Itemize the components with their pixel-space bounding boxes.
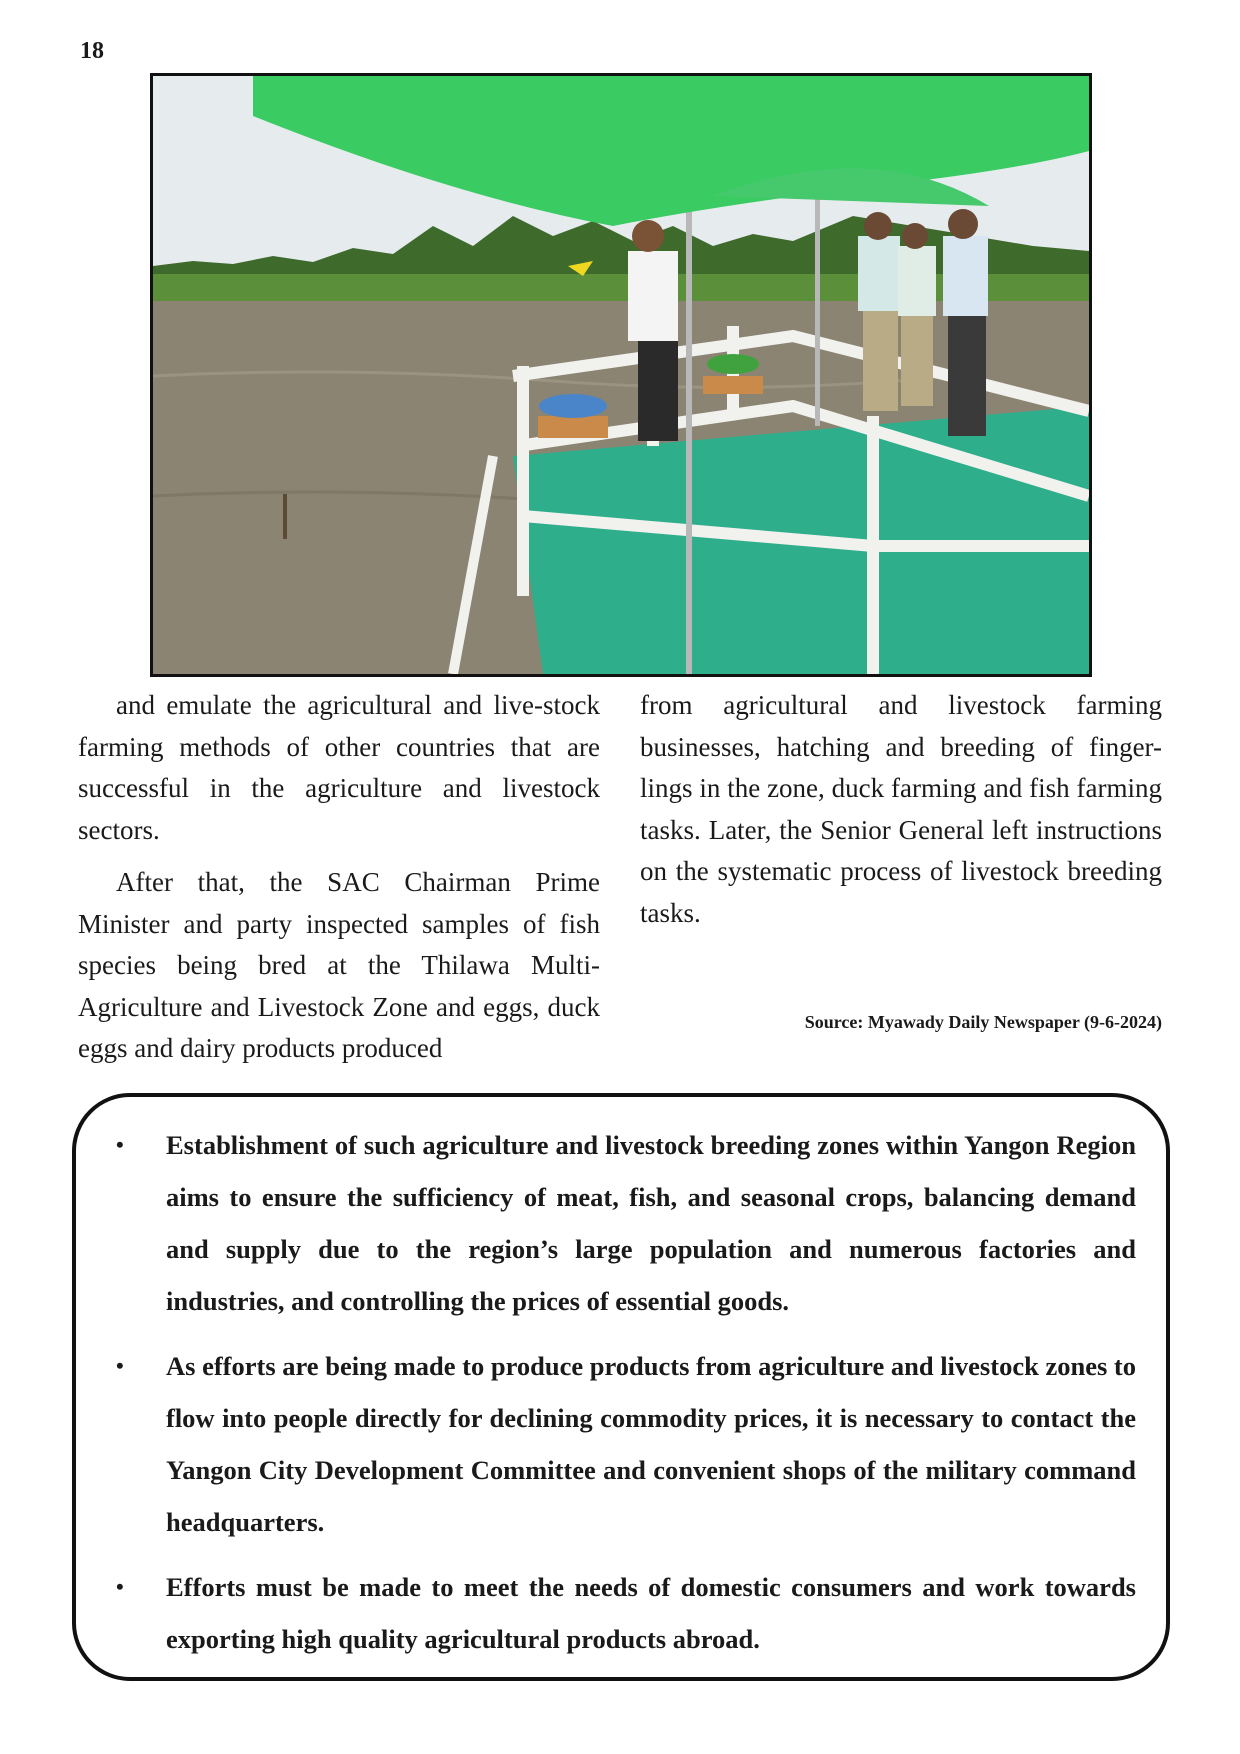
key-point-1 bbox=[102, 1119, 1136, 1327]
key-point-text: Efforts must be made to meet the needs of domestic consumers and work towards exporting high quality agricultural products abroad. bbox=[166, 1572, 1136, 1654]
photo bbox=[150, 73, 1092, 677]
key-points-box bbox=[72, 1093, 1170, 1681]
key-point-2 bbox=[102, 1340, 1136, 1548]
bullet-icon: • bbox=[116, 1132, 124, 1157]
right-column bbox=[640, 685, 1162, 934]
left-column bbox=[78, 685, 600, 1070]
left-paragraph-continuation: and emulate the agricultural and live-stock farming methods of other countries that are successful in the agriculture and livestock sectors. bbox=[78, 690, 600, 845]
key-points-list bbox=[102, 1119, 1136, 1678]
bullet-icon: • bbox=[116, 1574, 124, 1599]
right-paragraph: from agricultural and livestock farming businesses, hatching and breeding of finger-lings in the zone, duck farming and fish farming tasks. Later, the Senior General left instructions on the systematic process of livestock breeding tasks. bbox=[640, 690, 1162, 928]
key-point-text: Establishment of such agriculture and livestock breeding zones within Yangon Region aims to ensure the sufficiency of meat, fish, and seasonal crops, balancing demand and supply due to the region’s large population and numerous factories and industries, and controlling the prices of essential goods. bbox=[166, 1130, 1136, 1316]
source-citation: Source: Myawady Daily Newspaper (9-6-2024) bbox=[804, 1012, 1162, 1032]
key-point-3 bbox=[102, 1561, 1136, 1665]
page-number: 18 bbox=[80, 38, 104, 64]
photo-illustration bbox=[153, 76, 1089, 674]
bullet-icon: • bbox=[116, 1353, 124, 1378]
left-paragraph-inspection: After that, the SAC Chairman Prime Minister and party inspected samples of fish species being bred at the Thilawa Multi-Agriculture and Livestock Zone and eggs, duck eggs and dairy products produced bbox=[78, 867, 600, 1063]
key-point-text: As efforts are being made to produce products from agriculture and livestock zones to flow into people directly for declining commodity prices, it is necessary to contact the Yangon City Development Committee and convenient shops of the military command headquarters. bbox=[166, 1351, 1136, 1537]
